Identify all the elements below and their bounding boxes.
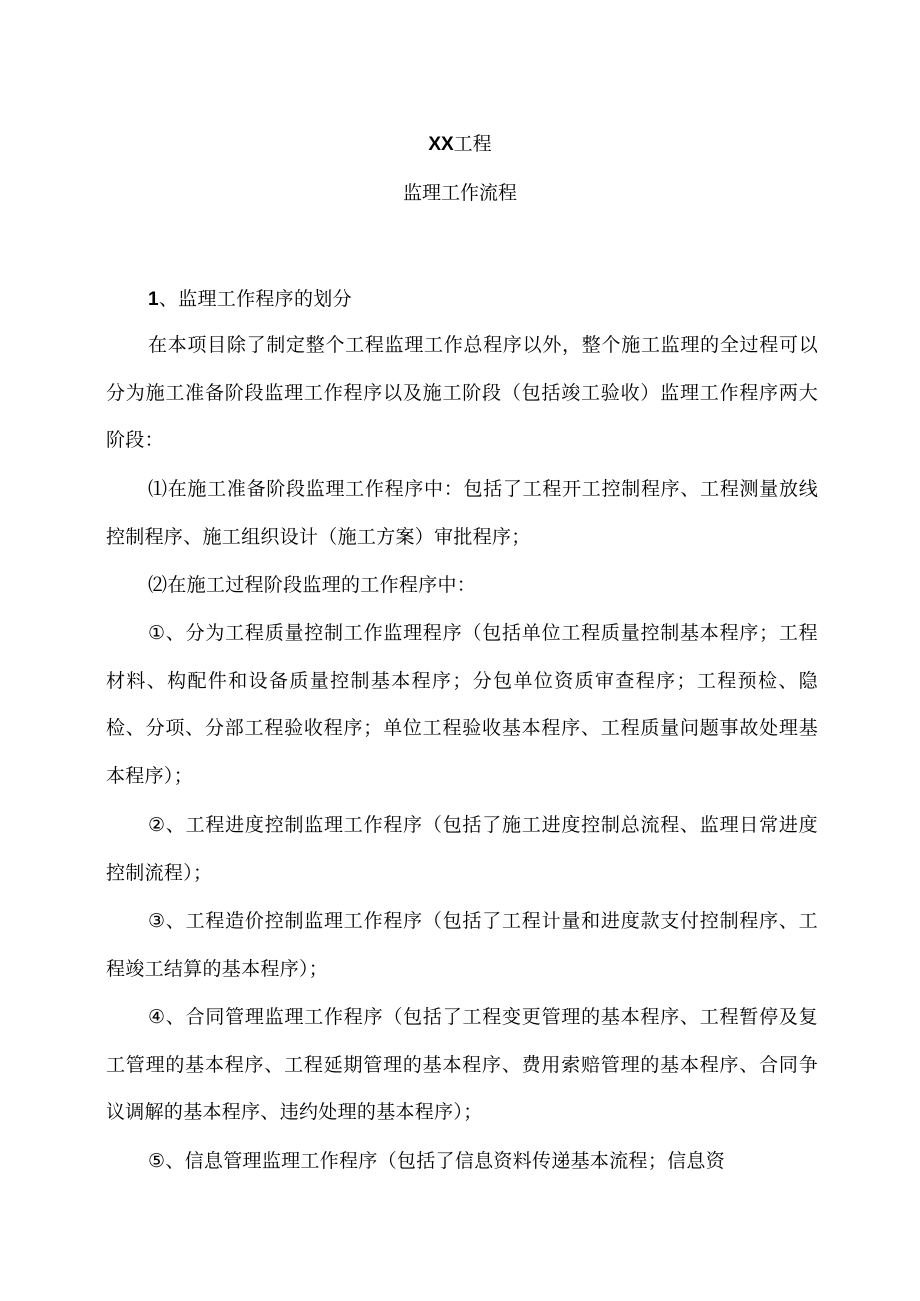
section-title: 、监理工作程序的划分 [158, 288, 352, 310]
document-title [0, 132, 920, 157]
document-subtitle: 监理工作流程 [402, 182, 517, 204]
paragraph-contract-management: ④、合同管理监理工作程序（包括了工程变更管理的基本程序、工程暂停及复工管理的基本程序、工程延期管理的基本程序、费用索赔管理的基本程序、合同争议调解的基本程序、违约处理的基本程序）； [106, 1006, 818, 1123]
paragraph-schedule-control: ②、工程进度控制监理工作程序（包括了施工进度控制总流程、监理日常进度控制流程）； [106, 814, 818, 884]
title-text: 工程 [453, 133, 492, 155]
paragraph-preparation-stage: ⑴在施工准备阶段监理工作程序中：包括了工程开工控制程序、工程测量放线控制程序、施工组织设计（施工方案）审批程序； [106, 478, 818, 548]
paragraph-construction-stage: ⑵在施工过程阶段监理的工作程序中： [148, 574, 477, 596]
section-number: 1 [148, 289, 159, 310]
title-prefix: XX [428, 134, 454, 155]
section-heading [106, 276, 818, 324]
paragraph-quality-control: ①、分为工程质量控制工作监理程序（包括单位工程质量控制基本程序；工程材料、构配件和设备质量控制基本程序；分包单位资质审查程序；工程预检、隐检、分项、分部工程验收程序；单位工程验收基本程序、工程质量问题事故处理基本程序）； [106, 622, 818, 787]
paragraph-cost-control: ③、工程造价控制监理工作程序（包括了工程计量和进度款支付控制程序、工程竣工结算的基本程序）； [106, 910, 818, 980]
paragraph-information-management: ⑤、信息管理监理工作程序（包括了信息资料传递基本流程；信息资 [148, 1150, 726, 1172]
paragraph-intro: 在本项目除了制定整个工程监理工作总程序以外，整个施工监理的全过程可以分为施工准备阶段监理工作程序以及施工阶段（包括竣工验收）监理工作程序两大阶段： [106, 334, 818, 451]
